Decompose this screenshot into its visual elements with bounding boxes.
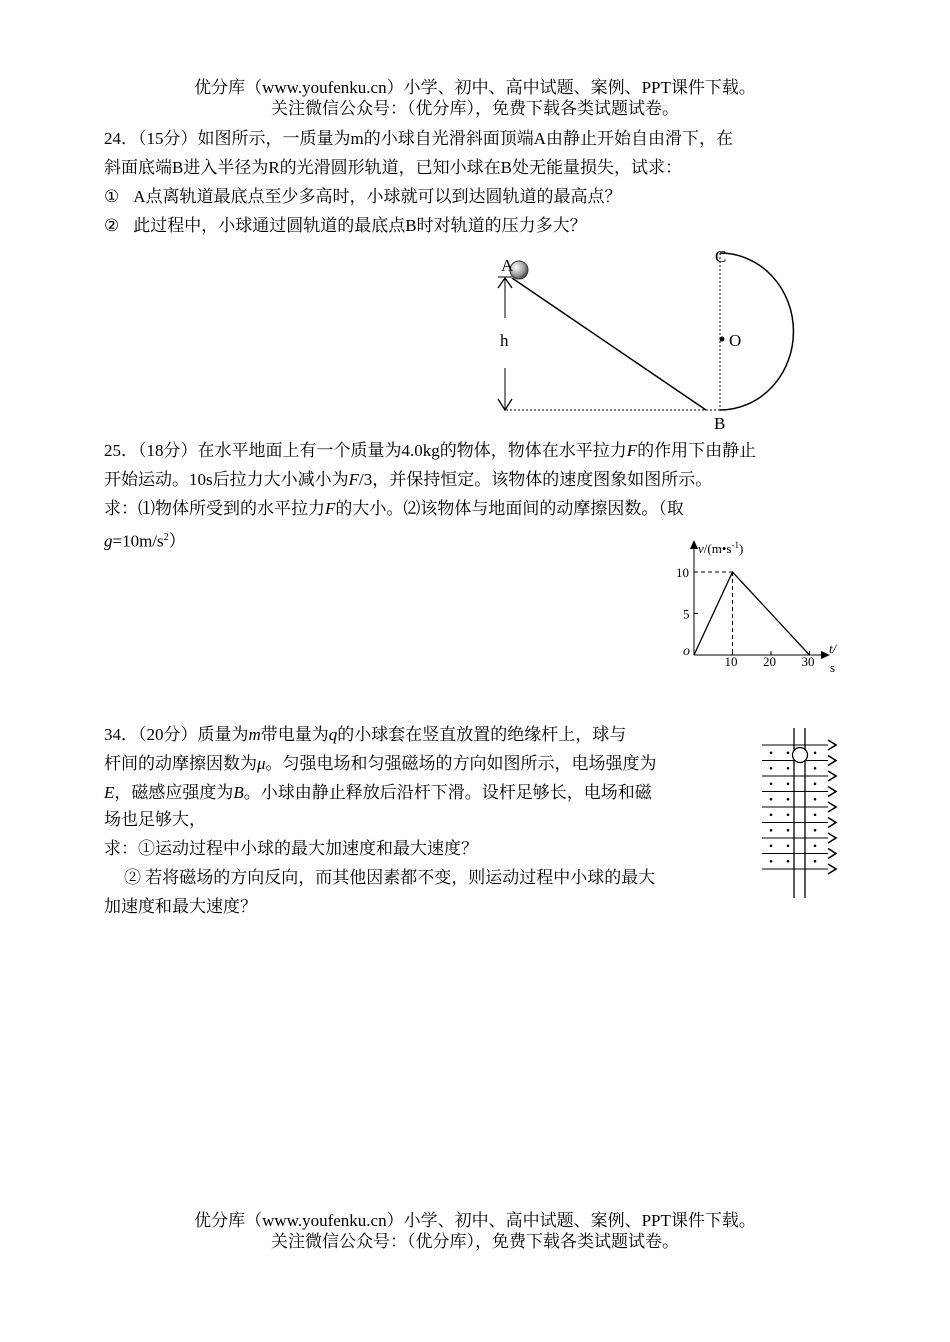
q24-item-2-marker: ② <box>104 216 120 235</box>
q34-field-arrow <box>828 864 836 874</box>
q34-line-3-a: ，磁感应强度为 <box>114 783 234 802</box>
q25-line-2-b: /3，并保持恒定。该物体的速度图象如图所示。 <box>359 470 713 489</box>
q24-line-2: 斜面底端B进入半径为R的光滑圆形轨道，已知小球在B处无能量损失，试求： <box>104 158 683 177</box>
q34-b-field-dot <box>770 829 773 832</box>
q34-b-field-dot <box>787 798 790 801</box>
q34-b-field-dot <box>787 767 790 770</box>
q25-line-4-sup: 2 <box>163 532 169 543</box>
q34-b-field-dot <box>814 751 817 754</box>
q34-b-field-dot <box>787 829 790 832</box>
q24-label-c: C <box>715 247 727 266</box>
q34-b-field-dot <box>814 813 817 816</box>
q25-line-3-b: 的大小。⑵该物体与地面间的动摩擦因数。（取 <box>335 499 684 518</box>
q34-line-1-a: 34．（20分）质量为 <box>104 725 249 744</box>
q34-b-var: B <box>233 783 244 802</box>
q34-b-field-dot <box>787 860 790 863</box>
q34-field-arrow <box>828 849 836 859</box>
q34-b-field-dot <box>770 813 773 816</box>
q24-item-1-text: A点离轨道最底点至少多高时，小球就可以到达圆轨道的最高点？ <box>133 187 622 206</box>
q34-b-field-dot <box>770 751 773 754</box>
q34-b-field-dot <box>787 844 790 847</box>
chart-ylabel: $v/(m•s^{-1})$ <box>698 540 744 556</box>
q24-label-o: O <box>729 331 742 350</box>
q34-b-field-dot <box>770 860 773 863</box>
q34-field-arrow <box>828 771 836 781</box>
q25-line-1-text: 25．（18分）在水平地面上有一个质量为4.0kg的物体，物体在水平拉力 <box>104 441 627 460</box>
chart-x-tick-label: 10 <box>724 654 738 669</box>
q34-charged-ball <box>793 748 808 763</box>
q34-b-field-dot <box>814 860 817 863</box>
q34-field-arrow <box>828 756 836 766</box>
q34-mu-var: μ <box>257 754 266 773</box>
q34-b-field-dot <box>770 782 773 785</box>
chart-y-tick-label: 10 <box>676 565 689 580</box>
q34-field-arrow <box>828 802 836 812</box>
q34-field-arrow <box>828 787 836 797</box>
chart-xlabel-unit: s <box>830 660 836 675</box>
chart-origin-label: o <box>683 644 690 659</box>
q34-b-field-dot <box>770 798 773 801</box>
q34-line-1-b: 带电量为 <box>260 725 329 744</box>
q34-line-3-b: 。小球由静止释放后沿杆下滑。设杆足够长，电场和磁 <box>243 783 652 802</box>
q34-b-field-dot <box>814 844 817 847</box>
q34-b-field-dot <box>787 782 790 785</box>
q25-line-4-b: ） <box>168 531 186 551</box>
q25-line-1-end: 的作用下由静止 <box>637 441 757 460</box>
q34-b-field-dot <box>787 751 790 754</box>
q24-label-b: B <box>714 414 726 433</box>
footer-line-2: 关注微信公众号：（优分库），免费下载各类试题试卷。 <box>271 1232 679 1251</box>
chart-x-tick-label: 20 <box>763 654 776 669</box>
q24-label-a: A <box>501 256 514 275</box>
header-line-1: 优分库（www.youfenku.cn）小学、初中、高中试题、案例、PPT课件下载。 <box>194 78 756 97</box>
header-line-2: 关注微信公众号：（优分库），免费下载各类试题试卷。 <box>271 99 679 118</box>
chart-xlabel: t/ <box>829 641 837 656</box>
q34-line-1-c: 的小球套在竖直放置的绝缘杆上，球与 <box>337 725 627 744</box>
q34-b-field-dot <box>770 767 773 770</box>
q34-line-5: 求：①运动过程中小球的最大加速度和最大速度？ <box>104 839 478 858</box>
q25-force-var-3: F <box>325 499 336 518</box>
q24-item-1-marker: ① <box>104 187 120 206</box>
q34-line-2-a: 杆间的动摩擦因数为 <box>104 754 257 773</box>
q34-b-field-dot <box>814 798 817 801</box>
q25-gravity-var: g <box>104 531 113 551</box>
q24-item-2-text: 此过程中，小球通过圆轨道的最底点B时对轨道的压力多大？ <box>133 216 587 235</box>
q24-label-h: h <box>500 331 509 350</box>
q34-field-arrow <box>828 833 836 843</box>
chart-x-tick-label: 30 <box>801 654 815 669</box>
q34-field-arrow <box>828 740 836 750</box>
q34-line-2-b: 。匀强电场和匀强磁场的方向如图所示，电场强度为 <box>265 754 657 773</box>
q34-line-6: ② 若将磁场的方向反向，而其他因素都不变，则运动过程中小球的最大 <box>124 868 656 887</box>
q34-field-arrow <box>828 818 836 828</box>
q34-b-field-dot <box>814 782 817 785</box>
q25-line-2-a: 开始运动。10s后拉力大小减小为 <box>104 470 349 489</box>
chart-y-tick-label: 5 <box>683 606 690 622</box>
q24-line-1: 24．（15分）如图所示，一质量为m的小球自光滑斜面顶端A由静止开始自由滑下，在 <box>104 129 733 148</box>
q34-b-field-dot <box>814 767 817 770</box>
q25-force-var-2: F <box>348 470 360 489</box>
q25-line-4-a: =10m/s <box>112 531 164 551</box>
q34-line-4: 场也足够大， <box>104 810 206 829</box>
q34-e-var: E <box>104 783 115 802</box>
q34-b-field-dot <box>814 829 817 832</box>
q34-b-field-dot <box>787 813 790 816</box>
q34-b-field-dot <box>770 844 773 847</box>
q34-mass-var: m <box>248 725 261 744</box>
q34-line-7: 加速度和最大速度？ <box>104 897 257 916</box>
q25-line-3-a: 求：⑴物体所受到的水平拉力 <box>104 499 325 518</box>
q25-force-var: F <box>626 441 638 460</box>
q34-charge-var: q <box>328 725 338 744</box>
footer-line-1: 优分库（www.youfenku.cn）小学、初中、高中试题、案例、PPT课件下载。 <box>194 1211 756 1230</box>
